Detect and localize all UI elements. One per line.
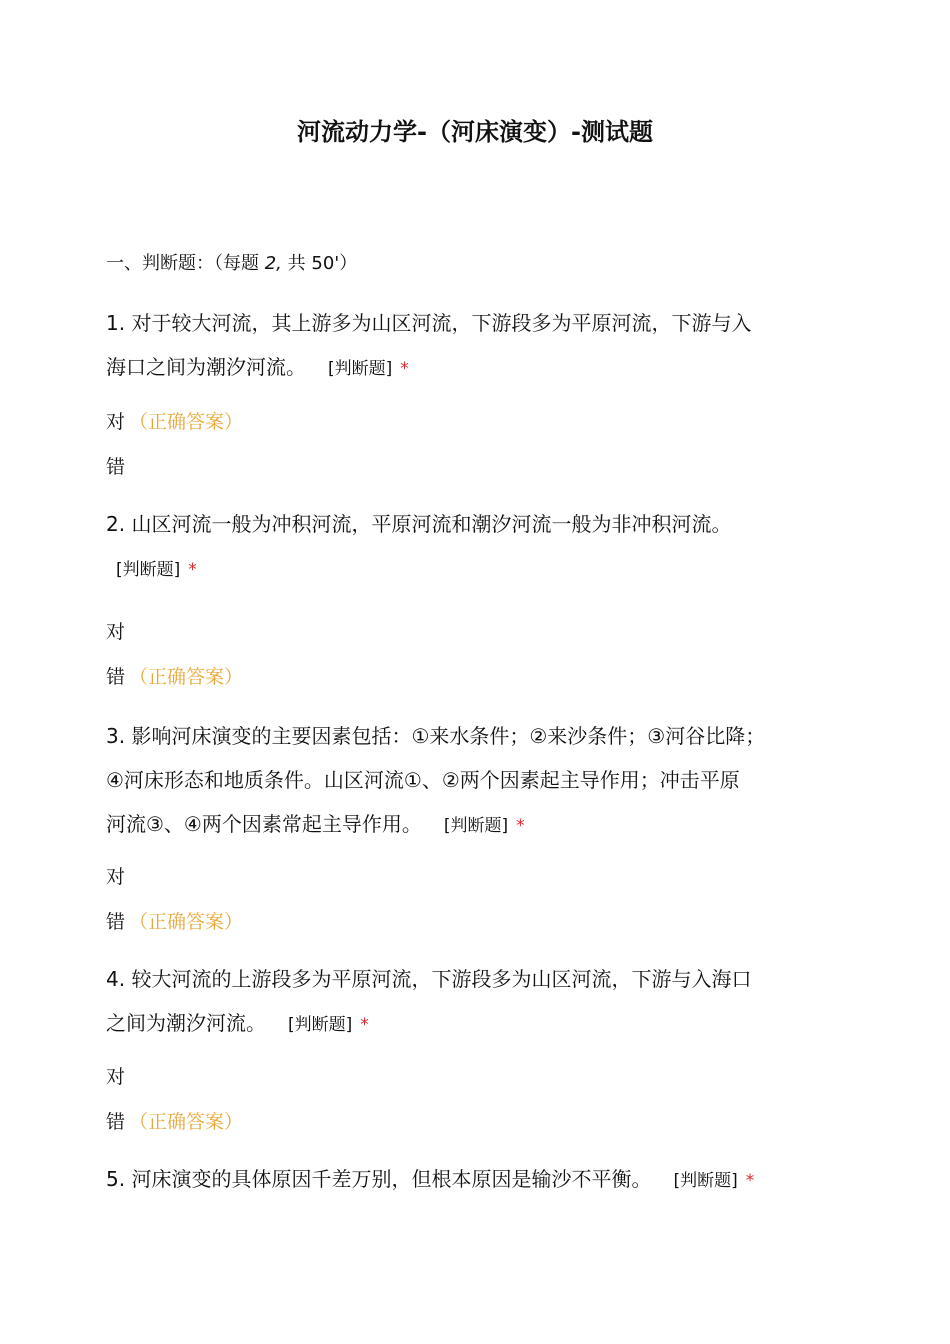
required-mark: *	[516, 816, 525, 836]
question-3-line-2: ④河床形态和地质条件。山区河流①、②两个因素起主导作用；冲击平原	[106, 768, 740, 792]
correct-answer-mark: （正确答案）	[129, 411, 244, 433]
section-prefix: 一、判断题：（每题	[106, 253, 259, 274]
question-3-line-3: 河流③、④两个因素常起主导作用。	[106, 812, 422, 836]
question-2	[106, 502, 846, 592]
q4-option-false-label: 错	[106, 1111, 126, 1133]
question-1-line-1: 1. 对于较大河流，其上游多为山区河流，下游段多为平原河流，下游与入	[106, 311, 752, 335]
q4-option-false[interactable]	[106, 1109, 243, 1135]
question-3-line-1: 3. 影响河床演变的主要因素包括：①来水条件；②来沙条件；③河谷比降；	[106, 724, 766, 748]
q1-option-true[interactable]	[106, 409, 243, 435]
section-points: 2,	[264, 253, 282, 274]
section-heading	[106, 249, 357, 275]
q4-option-true[interactable]	[106, 1064, 125, 1090]
required-mark: *	[400, 359, 409, 379]
question-3	[106, 714, 846, 848]
q3-option-true-label: 对	[106, 866, 126, 888]
question-2-line-1: 2. 山区河流一般为冲积河流，平原河流和潮汐河流一般为非冲积河流。	[106, 512, 732, 536]
question-type-tag: [判断题]	[116, 560, 181, 580]
question-5	[106, 1157, 846, 1203]
q1-option-true-label: 对	[106, 411, 126, 433]
question-1-line-2-wrap	[106, 345, 846, 391]
question-4-line-2-wrap	[106, 1001, 846, 1047]
q3-option-true[interactable]	[106, 864, 125, 890]
question-type-tag: [判断题]	[443, 816, 509, 836]
question-5-line-1-wrap	[106, 1157, 846, 1203]
q2-option-true-label: 对	[106, 621, 126, 643]
q1-option-false[interactable]	[106, 454, 125, 480]
q2-option-false[interactable]	[106, 664, 243, 690]
question-3-line-3-wrap	[106, 802, 846, 848]
q1-option-false-label: 错	[106, 456, 126, 478]
question-2-line-2-wrap	[106, 546, 846, 592]
section-suffix: 共 50'）	[287, 253, 358, 274]
required-mark: *	[745, 1171, 755, 1191]
required-mark: *	[360, 1015, 369, 1035]
question-4-line-1: 4. 较大河流的上游段多为平原河流，下游段多为山区河流，下游与入海口	[106, 967, 752, 991]
q2-option-true[interactable]	[106, 619, 125, 645]
question-5-line-1: 5. 河床演变的具体原因千差万别，但根本原因是输沙不平衡。	[106, 1167, 652, 1191]
page-title: 河流动力学-（河床演变）-测试题	[297, 118, 653, 146]
q3-option-false-label: 错	[106, 911, 126, 933]
question-type-tag: [判断题]	[288, 1015, 353, 1035]
question-type-tag: [判断题]	[673, 1171, 738, 1191]
question-4-line-2: 之间为潮汐河流。	[106, 1011, 266, 1035]
correct-answer-mark: （正确答案）	[129, 1111, 244, 1133]
q4-option-true-label: 对	[106, 1066, 126, 1088]
question-4	[106, 957, 846, 1047]
question-1-line-2: 海口之间为潮汐河流。	[106, 355, 306, 379]
correct-answer-mark: （正确答案）	[129, 666, 244, 688]
q3-option-false[interactable]	[106, 909, 243, 935]
q2-option-false-label: 错	[106, 666, 126, 688]
correct-answer-mark: （正确答案）	[129, 911, 244, 933]
question-1	[106, 301, 846, 391]
required-mark: *	[188, 560, 197, 580]
question-type-tag: [判断题]	[328, 359, 393, 379]
